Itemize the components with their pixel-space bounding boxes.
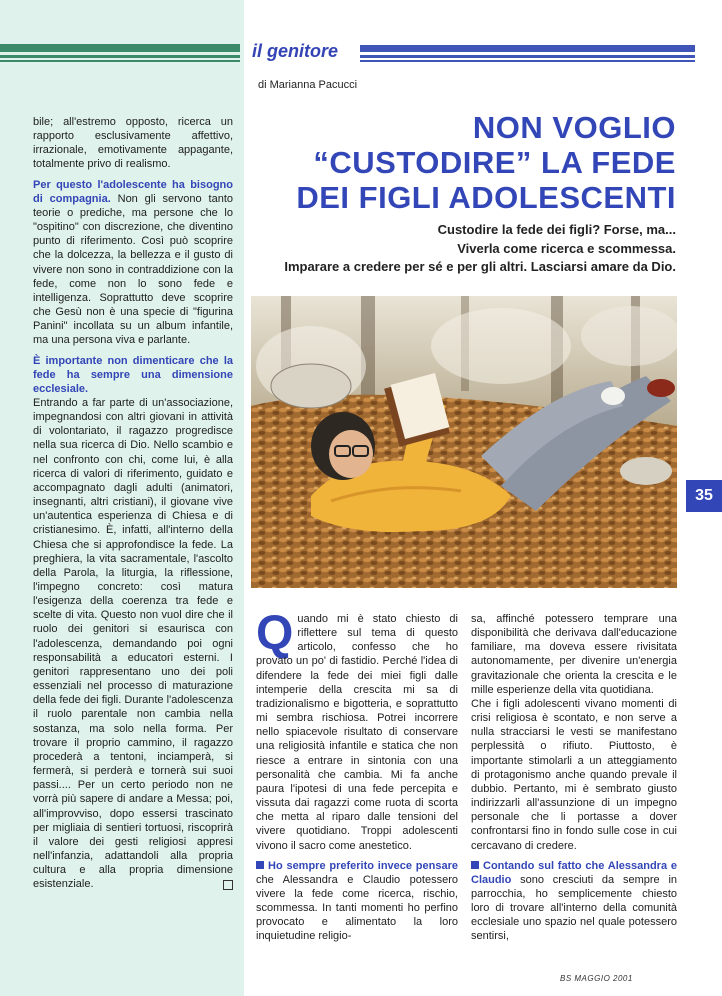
subtitle-line: Viverla come ricerca e scommessa. [457, 240, 676, 256]
paragraph [256, 859, 458, 944]
end-mark-icon [223, 880, 233, 890]
title-line: DEI FIGLI ADOLESCENTI [296, 180, 676, 215]
right-text-column [471, 612, 677, 944]
subheading: Contando sul fatto che Alessandra e Claudio [471, 859, 677, 886]
footer-issue: BS MAGGIO 2001 [560, 974, 633, 983]
paragraph-text: Entrando a far parte di un'associazione, impegnandosi con altri giovani in attività di volontariato, il ragazzo progredisce nella sua ricerca di Dio. Nello scambio e nel confronto con chi, come lui, è alla ricerca di valori di riferimento, guidato e accompagnato dagli adulti (animatori, insegnanti, altri cristiani), il giovane vive un'autentica esperienza di Chiesa e di cristianesimo. È, infatti, all'interno della Chiesa che si approfondisce la fede. La preghiera, la vita sacramentale, l'ascolto della Parola, la liturgia, la riflessione, l'impegno concreto: così matura l'esigenza della coerenza tra fede e scelte di vita. Questo non vuol dire che il ruolo dei genitori si esaurisca con l'adolescenza, demandando poi ogni responsabilità a educatori esterni. I genitori rappresentano uno dei poli essenziali nel processo di maturazione della fede dei figli. Durante l'adolescenza il ruolo parentale non cambia nella sostanza, ma solo nella forma. Per trovare il proprio cammino, il ragazzo procederà a tentoni, inciamperà, si fermerà, si perderà e tornerà sui suoi passi.... Per un certo periodo non ne vorrà più sapere di andare a Messa; poi, all'improvviso, dopo essersi trascinato per migliaia di sentieri tortuosi, riscoprirà il valore dei gesti religiosi appresi nell'infanzia, adattandoli alla propria cultura e alla propria dimensione esistenziale. [33, 396, 233, 891]
drop-cap: Q [256, 607, 294, 660]
page-number-tab: 35 [686, 480, 722, 512]
paragraph [33, 178, 233, 348]
paragraph: sa, affinché potessero temprare una disponibilità che derivava dall'educazione familiare, ma doveva essere rivisitata autonomamente, per divenire un'energia gravitazionale che orienta la crescita e le mille esperienze della vita quotidiana. [471, 613, 677, 696]
article-photo [251, 296, 677, 588]
paragraph: Che i figli adolescenti vivano momenti di crisi religiosa è scontato, e non serve a nulla stracciarsi le vesti se manifestano perplessità o rifiuto. Piuttosto, è importante stimolarli a un atteggiamento di protagonismo anche quando prevale il dubbio. Pertanto, mi è sembrato giusto indirizzarli all'assunzione di un impegno personale che li portasse a dover confrontarsi fino in fondo sulle cose in cui cercavano di credere. [471, 697, 677, 852]
author-byline: di Marianna Pacucci [258, 79, 358, 91]
paragraph [471, 859, 677, 944]
left-decorative-rule [0, 44, 240, 66]
paragraph [256, 607, 458, 853]
square-bullet-icon [256, 861, 264, 869]
title-line: “CUSTODIRE” LA FEDE [313, 145, 676, 180]
middle-text-column [256, 607, 458, 944]
square-bullet-icon [471, 861, 479, 869]
paragraph-text: uando mi è stato chiesto di riflettere sul tema di questo articolo, confesso che ho provato un po' di fastidio. Perché l'idea di difendere la fede dei miei figli dalle intemperie della crescita mi sa di tradizionalismo e bigotteria, e soprattutto mi sembra rischiosa. Potrei incorrere nello spiacevole risultato di conservare una religiosità infantile e statica che non riesce a entrare in sintonia con una personalità che cambia. Mi fa anche paura l'ipotesi di una fede percepita e vissuta dai ragazzi come ruota di scorta che metta al riparo dalle tensioni del vivere quotidiano. Troppi adolescenti vivono il sacro come anestetico. [256, 613, 458, 852]
subtitle-line: Imparare a credere per sé e per gli altri. Lasciarsi amare da Dio. [284, 259, 676, 274]
section-label: il genitore [252, 41, 339, 61]
article-title [244, 110, 676, 215]
header-decorative-rule [360, 45, 695, 63]
title-line: NON VOGLIO [472, 110, 676, 145]
paragraph-text: sono cresciuti da sempre in parrocchia, ho semplicemente chiesto loro di trovare all'interno della comunità ecclesiale uno spazio nel quale potessero sentirsi, [471, 873, 677, 943]
left-text-column [33, 115, 233, 891]
subheading: Per questo l'adolescente ha bisogno di compagnia. [33, 178, 233, 205]
subtitle-line: Custodire la fede dei figli? Forse, ma... [437, 222, 676, 237]
paragraph-text: che Alessandra e Claudio potessero vivere la fede come ricerca, rischio, scommessa. In tanti momenti ho perfino provocato e alimentato la loro inquietudine religio- [256, 873, 458, 943]
paragraph [33, 396, 233, 891]
subheading: È importante non dimenticare che la fede ha sempre una dimensione ecclesiale. [33, 354, 233, 395]
paragraph-text: Non gli servono tanto teorie o prediche, ma persone che lo "ospitino" con discrezione, che diventino punto di riferimento. Così può scoprire che la dolcezza, la bellezza e il gusto di vivere non sono in contraddizione con la fede, come non lo sono fede e intelligenza. Soprattutto deve scoprire che Gesù non è una specie di "figurina Panini" incollata su un album infantile, ma una persona viva e parlante. [33, 192, 233, 347]
subheading: Ho sempre preferito invece pensare [268, 859, 458, 872]
paragraph: bile; all'estremo opposto, ricerca un rapporto esclusivamente affettivo, irrazionale, emotivamente appagante, totalmente privo di realismo. [33, 116, 233, 171]
article-subtitle [244, 221, 676, 277]
